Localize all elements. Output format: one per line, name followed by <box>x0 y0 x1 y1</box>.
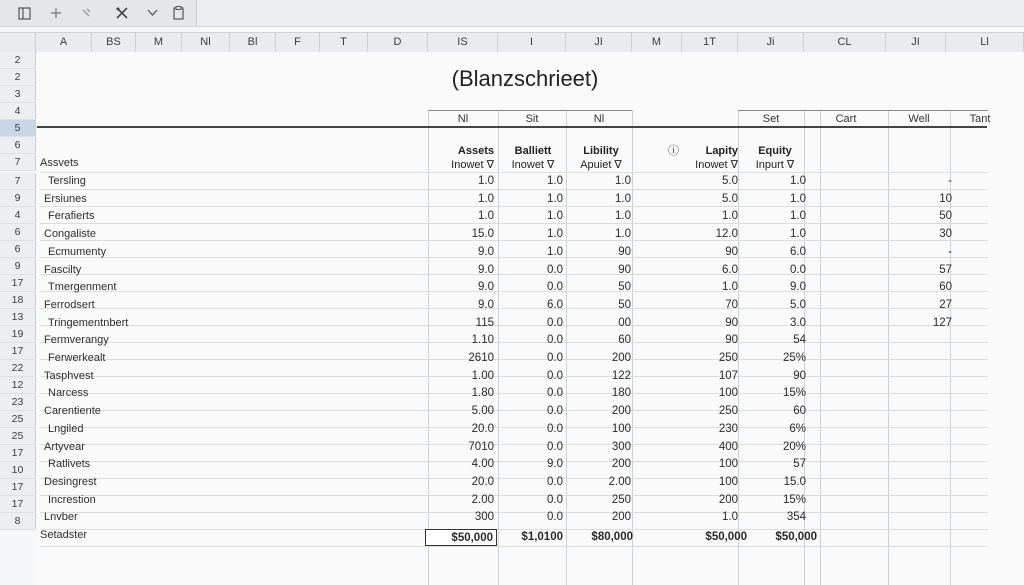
row-header[interactable]: 9 <box>0 258 36 275</box>
table-cell[interactable]: 0.0 <box>547 494 563 506</box>
table-cell[interactable]: 200 <box>611 511 631 523</box>
total-cell[interactable]: $80,000 <box>591 531 633 543</box>
row-header[interactable]: 12 <box>0 377 36 394</box>
table-cell[interactable]: 25% <box>782 352 806 364</box>
move-icon[interactable] <box>46 3 66 23</box>
grid-divider <box>632 110 633 585</box>
total-cell[interactable]: $50,000 <box>425 529 497 546</box>
table-cell[interactable]: 90 <box>793 370 806 382</box>
table-cell[interactable] <box>890 332 952 349</box>
table-cell[interactable]: 57 <box>793 458 806 470</box>
table-cell[interactable]: 0.0 <box>547 264 563 276</box>
column-title-line1: Equity <box>758 145 792 157</box>
row-label[interactable]: Narcess <box>48 387 89 399</box>
subheader-cart[interactable]: Cart <box>835 113 857 125</box>
table-cell[interactable]: 60 <box>618 334 631 346</box>
grid-divider <box>738 110 739 585</box>
subheader-ni[interactable]: Nl <box>457 113 469 125</box>
row-header[interactable]: 2 <box>0 69 36 86</box>
row-header[interactable]: 4 <box>0 207 36 224</box>
column-title-lapity[interactable] <box>668 144 738 172</box>
total-cell[interactable]: $50,000 <box>705 531 747 543</box>
table-cell[interactable]: 1.0 <box>722 281 738 293</box>
chevron-down-icon[interactable] <box>142 3 162 23</box>
subheader-tant[interactable]: Tant <box>969 113 991 125</box>
column-header[interactable]: I <box>498 33 566 52</box>
column-title-line1: Libility <box>583 145 619 157</box>
table-cell[interactable]: 57 <box>939 264 952 276</box>
row-header[interactable]: 13 <box>0 309 36 326</box>
row-label[interactable]: Tersling <box>48 175 86 187</box>
row-label[interactable]: Ferrodsert <box>44 299 95 311</box>
table-cell[interactable]: 122 <box>611 370 631 382</box>
table-cell[interactable]: 250 <box>611 494 631 506</box>
row-header[interactable]: 6 <box>0 224 36 241</box>
table-cell[interactable]: 1.0 <box>547 246 563 258</box>
table-cell[interactable]: 400 <box>718 441 738 453</box>
table-cell[interactable]: 60 <box>793 405 806 417</box>
table-cell[interactable]: 300 <box>611 441 631 453</box>
select-all-corner[interactable] <box>0 33 36 52</box>
table-cell[interactable]: 2.00 <box>471 494 494 506</box>
row-header[interactable]: 17 <box>0 275 36 292</box>
row-label[interactable]: Carentiente <box>44 405 101 417</box>
table-cell[interactable]: 90 <box>725 334 738 346</box>
table-cell[interactable]: 6.0 <box>547 299 563 311</box>
table-cell[interactable]: 90 <box>725 317 738 329</box>
table-cell[interactable]: 7010 <box>468 441 494 453</box>
subheader-set[interactable]: Set <box>762 113 780 125</box>
table-cell[interactable]: 5.0 <box>790 299 806 311</box>
table-cell[interactable]: 50 <box>618 299 631 311</box>
table-cell[interactable]: 250 <box>718 405 738 417</box>
table-cell[interactable]: 50 <box>618 281 631 293</box>
column-header[interactable]: Nl <box>182 33 230 52</box>
table-cell[interactable]: 1.0 <box>547 210 563 222</box>
grid-divider <box>738 110 988 111</box>
table-cell[interactable]: 5.0 <box>722 175 738 187</box>
table-cell[interactable]: 90 <box>618 264 631 276</box>
column-header[interactable]: T <box>320 33 368 52</box>
table-cell[interactable]: 230 <box>718 423 738 435</box>
table-cell[interactable] <box>890 368 952 385</box>
table-cell[interactable]: 90 <box>725 246 738 258</box>
column-header[interactable]: F <box>276 33 320 52</box>
table-cell[interactable]: 1.0 <box>722 511 738 523</box>
table-cell[interactable]: 0.0 <box>547 441 563 453</box>
table-cell[interactable]: 1.0 <box>478 175 494 187</box>
table-cell[interactable]: 15.0 <box>471 228 494 240</box>
table-cell[interactable] <box>890 509 952 526</box>
table-cell[interactable]: 6% <box>789 423 806 435</box>
total-cell[interactable]: $50,000 <box>775 531 817 543</box>
table-cell[interactable]: 1.0 <box>615 193 631 205</box>
row-label[interactable]: Ferafierts <box>48 210 95 222</box>
row-label[interactable]: Lnvber <box>44 511 78 523</box>
table-cell[interactable]: 9.0 <box>790 281 806 293</box>
row-header[interactable]: 19 <box>0 326 36 343</box>
row-header[interactable]: 6 <box>0 137 36 154</box>
row-label[interactable]: Congaliste <box>44 228 96 240</box>
column-title-line1: Balliett <box>514 145 552 157</box>
table-cell[interactable]: 9.0 <box>478 281 494 293</box>
tools-icon[interactable] <box>112 3 132 23</box>
grid-divider <box>888 110 889 585</box>
row-header[interactable]: 18 <box>0 292 36 309</box>
row-label[interactable]: Artyvear <box>44 441 85 453</box>
table-cell[interactable]: 1.0 <box>615 228 631 240</box>
table-cell[interactable] <box>890 403 952 420</box>
table-cell[interactable]: 127 <box>932 317 952 329</box>
column-title-line2: Inowet ∇ <box>451 159 494 171</box>
row-label[interactable]: Ratlivets <box>48 458 91 470</box>
table-cell[interactable]: 6.0 <box>722 264 738 276</box>
table-cell[interactable]: 70 <box>725 299 738 311</box>
table-cell[interactable]: 180 <box>611 387 631 399</box>
column-header[interactable]: M <box>632 33 682 52</box>
row-label[interactable]: Tringementnbert <box>48 317 129 329</box>
column-header[interactable]: IS <box>428 33 498 52</box>
table-cell[interactable]: 0.0 <box>790 264 806 276</box>
grid-divider <box>428 110 429 585</box>
grid-divider <box>498 110 499 585</box>
row-label[interactable]: Tmergenment <box>48 281 117 293</box>
table-cell[interactable] <box>890 492 952 509</box>
column-header[interactable]: 1T <box>682 33 738 52</box>
column-header[interactable]: BS <box>92 33 136 52</box>
table-cell[interactable]: 100 <box>718 476 738 488</box>
table-cell[interactable]: 1.0 <box>547 193 563 205</box>
table-cell[interactable]: 100 <box>611 423 631 435</box>
table-cell[interactable] <box>890 456 952 473</box>
header-separator <box>37 126 987 128</box>
table-cell[interactable]: 250 <box>718 352 738 364</box>
row-header[interactable]: 17 <box>0 445 36 462</box>
table-cell[interactable]: 20% <box>782 441 806 453</box>
row-label[interactable]: Fermverangy <box>44 334 109 346</box>
row-header-selected[interactable]: 5 <box>0 120 36 137</box>
grid-divider <box>40 546 988 547</box>
row-header[interactable]: 17 <box>0 496 36 513</box>
table-cell[interactable]: 1.0 <box>547 175 563 187</box>
table-cell[interactable]: 1.0 <box>790 193 806 205</box>
table-cell[interactable] <box>890 421 952 438</box>
column-title-balliett[interactable] <box>502 144 564 172</box>
toolbar-group <box>0 0 197 26</box>
table-cell[interactable]: 2.00 <box>608 476 631 488</box>
table-cell[interactable]: 6.0 <box>790 246 806 258</box>
table-cell[interactable]: 20.0 <box>471 476 494 488</box>
column-title-line2: Inowet ∇ <box>511 159 555 171</box>
grid-divider <box>428 110 632 111</box>
row-header[interactable]: 9 <box>0 190 36 207</box>
table-cell[interactable]: 12.0 <box>715 228 738 240</box>
table-cell[interactable] <box>890 350 952 367</box>
table-cell[interactable]: 1.80 <box>471 387 494 399</box>
sidebar-icon[interactable] <box>14 3 34 23</box>
table-cell[interactable] <box>890 385 952 402</box>
column-header[interactable]: Bl <box>230 33 276 52</box>
table-cell[interactable]: - <box>948 246 952 258</box>
table-cell[interactable]: 100 <box>718 387 738 399</box>
row-header[interactable]: 10 <box>0 462 36 479</box>
row-label[interactable]: Desingrest <box>44 476 97 488</box>
table-cell[interactable]: 5.0 <box>722 193 738 205</box>
table-cell[interactable]: 100 <box>718 458 738 470</box>
column-header[interactable]: Ji <box>738 33 804 52</box>
row-header[interactable]: 3 <box>0 86 36 103</box>
table-cell[interactable]: 1.0 <box>615 175 631 187</box>
column-title-line2: Inowet ∇ <box>695 159 738 171</box>
table-cell[interactable]: 3.0 <box>790 317 806 329</box>
table-cell[interactable]: 200 <box>611 458 631 470</box>
column-title-line2: Apuiet ∇ <box>580 159 622 171</box>
column-header[interactable]: A <box>36 33 92 52</box>
table-cell[interactable]: 50 <box>939 210 952 222</box>
table-cell[interactable]: - <box>948 175 952 187</box>
table-cell[interactable]: 115 <box>475 317 494 329</box>
subheader-ni-2[interactable]: Nl <box>593 113 605 125</box>
row-header[interactable]: 17 <box>0 479 36 496</box>
table-cell[interactable]: 1.0 <box>790 210 806 222</box>
table-cell[interactable]: 0.0 <box>547 317 563 329</box>
sheet-title[interactable]: (Blanzschrieet) <box>451 66 599 91</box>
row-header[interactable]: 7 <box>0 173 36 190</box>
table-cell[interactable]: 30 <box>939 228 952 240</box>
grid-divider <box>566 110 567 585</box>
table-cell[interactable]: 0.0 <box>547 423 563 435</box>
column-title-label[interactable]: Assvets <box>40 157 79 169</box>
table-cell[interactable]: 60 <box>939 281 952 293</box>
table-cell[interactable]: 1.0 <box>478 193 494 205</box>
subheader-sit[interactable]: Sit <box>525 113 539 125</box>
row-label[interactable]: Ersiunes <box>44 193 87 205</box>
row-header[interactable]: 22 <box>0 360 36 377</box>
table-cell[interactable]: 54 <box>793 334 806 346</box>
row-header[interactable]: 6 <box>0 241 36 258</box>
table-cell[interactable]: 0.0 <box>547 405 563 417</box>
row-label[interactable]: Increstion <box>48 494 96 506</box>
column-header[interactable]: M <box>136 33 182 52</box>
info-icon[interactable]: ⓘ <box>668 144 679 157</box>
toolbar <box>0 0 1024 27</box>
table-cell[interactable]: 200 <box>611 352 631 364</box>
table-cell[interactable]: 9.0 <box>478 264 494 276</box>
table-cell[interactable]: 0.0 <box>547 387 563 399</box>
row-label[interactable]: Ferwerkealt <box>48 352 106 364</box>
column-header[interactable]: JI <box>566 33 632 52</box>
table-cell[interactable]: 1.00 <box>471 370 494 382</box>
table-cell[interactable]: 200 <box>611 405 631 417</box>
table-cell[interactable]: 2610 <box>468 352 494 364</box>
table-cell[interactable]: 0.0 <box>547 334 563 346</box>
row-label[interactable]: Fascilty <box>44 264 82 276</box>
column-header[interactable]: CL <box>804 33 886 52</box>
table-cell[interactable]: 0.0 <box>547 476 563 488</box>
column-title-equity[interactable] <box>744 144 806 172</box>
table-cell[interactable]: 1.0 <box>722 210 738 222</box>
subheader-well[interactable]: Well <box>908 113 930 125</box>
table-cell[interactable]: 1.0 <box>790 175 806 187</box>
row-label[interactable]: Ecmumenty <box>48 246 107 258</box>
row-header[interactable]: 4 <box>0 103 36 120</box>
table-cell[interactable]: 0.0 <box>547 511 563 523</box>
column-title-line2: Inpurt ∇ <box>755 159 795 171</box>
column-title-line1: Lapity <box>705 145 738 157</box>
row-label[interactable]: Tasphvest <box>44 370 94 382</box>
table-cell[interactable]: 20.0 <box>471 423 494 435</box>
table-cell[interactable]: 1.0 <box>478 210 494 222</box>
table-cell[interactable]: 15% <box>782 494 806 506</box>
table-cell[interactable]: 1.0 <box>547 228 563 240</box>
row-header[interactable]: 25 <box>0 428 36 445</box>
grid-divider <box>820 110 821 585</box>
column-header[interactable]: D <box>368 33 428 52</box>
table-cell[interactable] <box>890 474 952 491</box>
table-cell[interactable]: 0.0 <box>547 370 563 382</box>
table-cell[interactable]: 0.0 <box>547 281 563 293</box>
column-title-libility[interactable] <box>570 144 632 172</box>
table-cell[interactable]: 15% <box>782 387 806 399</box>
table-cell[interactable]: 00 <box>618 317 631 329</box>
table-cell[interactable]: 300 <box>474 511 494 523</box>
clipboard-icon[interactable] <box>168 3 188 23</box>
column-title-line1: Assets <box>457 145 494 157</box>
column-header[interactable]: JI <box>886 33 946 52</box>
column-title-assets[interactable] <box>432 144 494 172</box>
table-cell[interactable]: 1.0 <box>790 228 806 240</box>
row-header[interactable]: 17 <box>0 343 36 360</box>
total-cell[interactable]: $1,0100 <box>521 531 563 543</box>
table-cell[interactable]: 354 <box>786 511 806 523</box>
table-cell[interactable]: 10 <box>939 193 952 205</box>
table-cell[interactable]: 15.0 <box>783 476 806 488</box>
row-header[interactable]: 8 <box>0 513 36 530</box>
table-cell[interactable]: 1.10 <box>471 334 494 346</box>
row-label[interactable]: Lngiled <box>48 423 84 435</box>
table-cell[interactable]: 9.0 <box>478 299 494 311</box>
table-cell[interactable]: 90 <box>618 246 631 258</box>
row-header[interactable]: 25 <box>0 411 36 428</box>
table-cell[interactable]: 5.00 <box>471 405 494 417</box>
table-cell[interactable]: 107 <box>718 370 738 382</box>
table-cell[interactable]: 27 <box>939 299 952 311</box>
table-cell[interactable] <box>890 439 952 456</box>
table-cell[interactable]: 1.0 <box>615 210 631 222</box>
table-cell[interactable]: 200 <box>718 494 738 506</box>
pin-icon[interactable] <box>76 3 96 23</box>
row-header[interactable]: 7 <box>0 154 36 171</box>
row-header[interactable]: 2 <box>0 52 36 69</box>
column-header[interactable]: Ll <box>946 33 1024 52</box>
column-header-bar <box>0 32 1024 53</box>
totals-label[interactable]: Setadster <box>40 529 88 541</box>
table-cell[interactable]: 4.00 <box>471 458 494 470</box>
table-cell[interactable]: 9.0 <box>547 458 563 470</box>
row-header[interactable]: 23 <box>0 394 36 411</box>
table-cell[interactable]: 0.0 <box>547 352 563 364</box>
table-cell[interactable]: 9.0 <box>478 246 494 258</box>
